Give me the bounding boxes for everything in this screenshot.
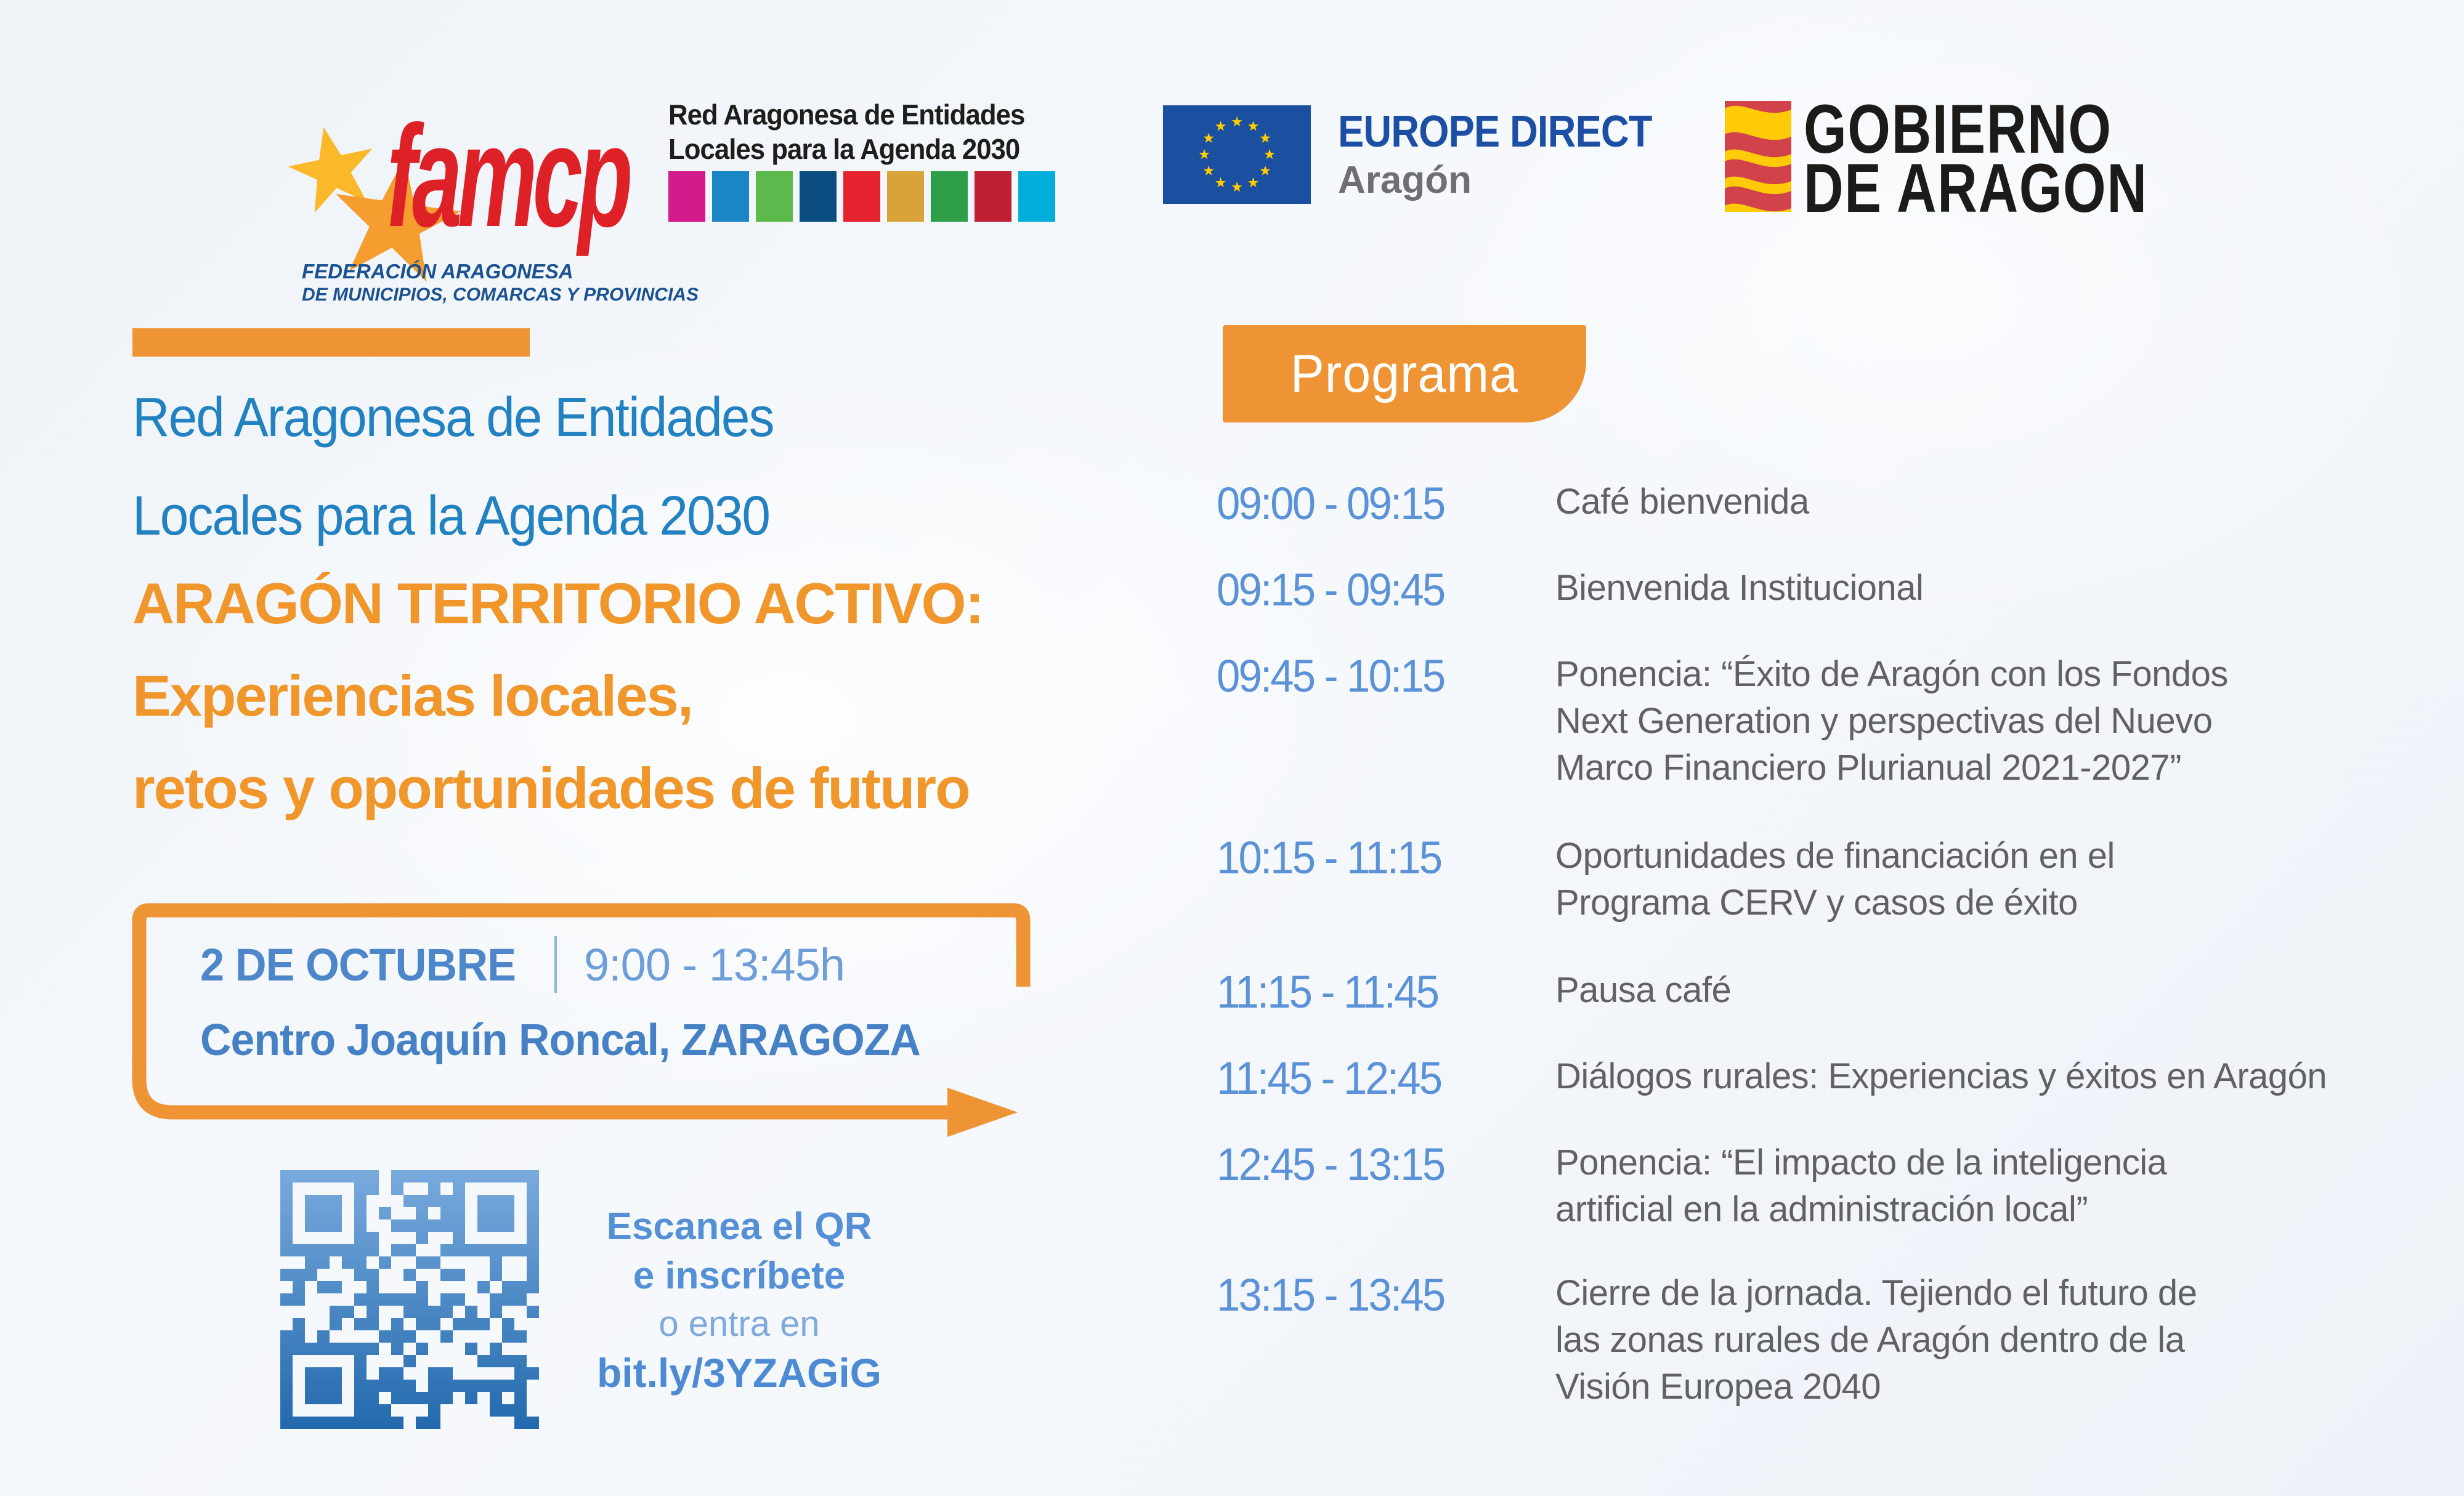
program-description-line: Café bienvenida	[1555, 482, 1809, 522]
program-description	[1555, 967, 1731, 1014]
program-description-line: las zonas rurales de Aragón dentro de la	[1555, 1320, 2185, 1360]
event-title-line2: Experiencias locales,	[132, 663, 693, 728]
program-description-line: Programa CERV y casos de éxito	[1555, 883, 2078, 923]
sdg-square	[800, 171, 837, 222]
program-time: 09:00 - 09:15	[1217, 478, 1445, 529]
program-description-line: Ponencia: “Éxito de Aragón con los Fondos	[1555, 654, 2228, 694]
europe-direct-title: EUROPE DIRECT	[1338, 107, 1652, 156]
program-description	[1555, 1139, 2166, 1233]
famcp-logo	[283, 92, 699, 317]
program-description	[1555, 565, 1923, 612]
red-aragonesa-logo	[668, 92, 1100, 228]
program-row	[1217, 1138, 2166, 1233]
program-description-line: Oportunidades de financiación en el	[1555, 836, 2115, 876]
program-row	[1217, 966, 1731, 1018]
program-description	[1555, 1053, 2327, 1100]
qr-caption-line2: e inscríbete	[633, 1255, 846, 1297]
famcp-subtitle-2: DE MUNICIPIOS, COMARCAS Y PROVINCIAS	[302, 285, 699, 305]
accent-bar	[132, 328, 530, 357]
qr-caption-line1: Escanea el QR	[606, 1205, 872, 1248]
program-description	[1555, 1270, 2197, 1410]
kicker-line1: Red Aragonesa de Entidades	[132, 387, 774, 448]
qr-caption	[579, 1202, 899, 1398]
event-title-line1: ARAGÓN TERRITORIO ACTIVO:	[132, 571, 983, 636]
program-description-line: Next Generation y perspectivas del Nuevo	[1555, 701, 2213, 741]
sdg-square	[712, 171, 749, 222]
program-header-label: Programa	[1290, 344, 1519, 403]
program-time: 10:15 - 11:15	[1217, 832, 1441, 883]
program-row	[1217, 1052, 2327, 1104]
famcp-subtitle-1: FEDERACIÓN ARAGONESA	[302, 260, 573, 283]
program-header-badge	[1223, 325, 1586, 423]
date-time-row	[200, 936, 845, 993]
europe-direct-logo	[1163, 102, 1656, 225]
program-description	[1555, 651, 2228, 791]
sdg-square	[1018, 171, 1055, 222]
program-time: 12:45 - 13:15	[1217, 1139, 1445, 1190]
program-time: 13:15 - 13:45	[1217, 1269, 1445, 1320]
sdg-square	[843, 171, 880, 222]
sdg-color-strip	[668, 171, 1055, 222]
program-time: 09:15 - 09:45	[1217, 564, 1445, 615]
event-time-range: 9:00 - 13:45h	[583, 939, 845, 990]
program-time: 11:45 - 12:45	[1217, 1053, 1441, 1104]
event-title-line3: retos y oportunidades de futuro	[132, 756, 970, 820]
qr-code[interactable]	[280, 1170, 539, 1429]
program-description-line: Pausa café	[1555, 970, 1732, 1010]
sdg-square	[975, 171, 1011, 222]
event-date: 2 DE OCTUBRE	[200, 939, 516, 990]
sdg-square	[887, 171, 924, 222]
program-row	[1217, 477, 1809, 530]
red-aragonesa-logo-line1: Red Aragonesa de Entidades	[668, 99, 1025, 131]
program-description-line: Marco Financiero Plurianual 2021-2027”	[1555, 748, 2181, 788]
separator-bar	[554, 936, 557, 993]
program-row	[1217, 1269, 2197, 1410]
aragon-emblem-icon	[1725, 101, 1791, 212]
gobierno-line2: DE ARAGON	[1804, 150, 2148, 227]
event-venue: Centro Joaquín Roncal, ZARAGOZA	[200, 1016, 920, 1065]
program-row	[1217, 831, 2115, 926]
gobierno-line1: GOBIERNO	[1804, 91, 2112, 168]
gobierno-aragon-logo	[1725, 91, 2279, 227]
sdg-square	[668, 171, 705, 222]
europe-direct-region: Aragón	[1338, 159, 1472, 201]
program-description-line: Visión Europea 2040	[1555, 1367, 1881, 1407]
program-description-line: Ponencia: “El impacto de la inteligencia	[1555, 1142, 2167, 1183]
bitly-link[interactable]: bit.ly/3YZAGiG	[596, 1350, 882, 1396]
program-description	[1555, 833, 2115, 926]
program-description-line: artificial en la administración local”	[1555, 1189, 2088, 1229]
program-time: 11:15 - 11:45	[1217, 966, 1438, 1017]
sdg-square	[931, 171, 968, 222]
red-aragonesa-logo-line2: Locales para la Agenda 2030	[668, 133, 1020, 165]
event-title	[132, 557, 983, 835]
famcp-wordmark: famcp	[387, 95, 628, 257]
arrow-head-icon	[947, 1088, 1018, 1137]
program-description	[1555, 479, 1809, 525]
program-description-line: Bienvenida Institucional	[1555, 568, 1924, 608]
program-row	[1217, 650, 2228, 791]
program-description-line: Cierre de la jornada. Tejiendo el futuro de	[1555, 1273, 2197, 1313]
kicker	[132, 368, 774, 565]
kicker-line2: Locales para la Agenda 2030	[132, 485, 770, 547]
qr-caption-line3: o entra en	[659, 1304, 820, 1344]
program-description-line: Diálogos rurales: Experiencias y éxitos en Aragón	[1555, 1056, 2327, 1096]
program-row	[1217, 564, 1923, 616]
program-time: 09:45 - 10:15	[1217, 650, 1445, 702]
sdg-square	[756, 171, 793, 222]
eu-flag-icon	[1163, 105, 1311, 204]
